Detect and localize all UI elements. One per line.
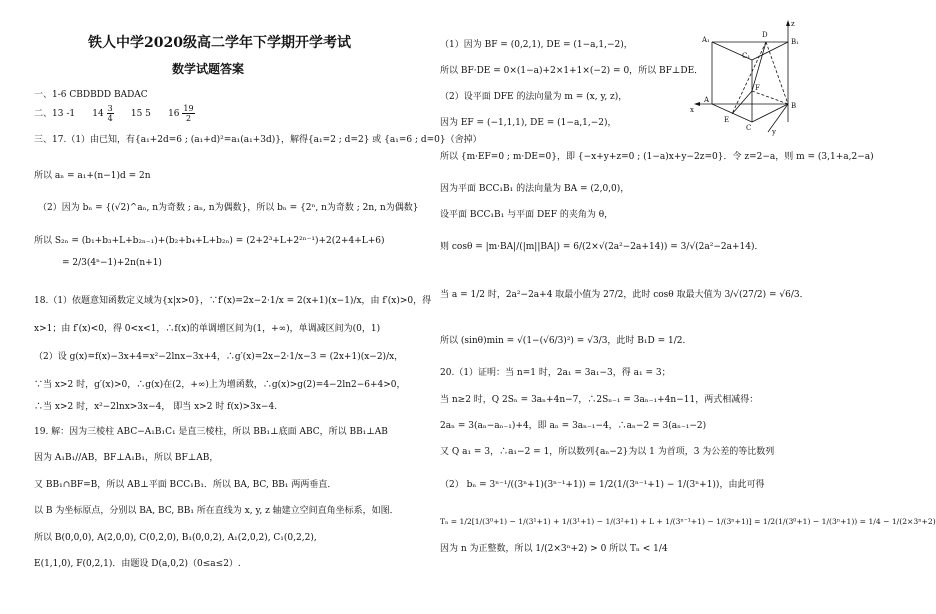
label-e: E [724, 116, 730, 124]
q19-p2-cos: 则 cosθ = |m·BA|/(|m||BA|) = 6/(2×√(2a²−2a+14)) = 3/√(2a²−2a+14)． [440, 242, 764, 252]
q20-tn-sum: Tₙ = 1/2[1/(3⁰+1) − 1/(3¹+1) + 1/(3¹+1) − 1/(3²+1) + L + 1/(3ⁿ⁻¹+1) − 1/(3ⁿ+1)] = 1/2(1/(3⁰+1) − 1/(3ⁿ+1)) = 1/4 − 1/(2×3ⁿ+2) [440, 517, 936, 526]
edge-a-c [712, 104, 752, 122]
exam-title: 铁人中学2020级高二学年下学期开学考试 [88, 35, 351, 51]
fill-blank-line [34, 104, 195, 123]
q19-points-ef: E(1,1,0), F(0,2,1)．由题设 D(a,0,2)（0≤a≤2）. [34, 559, 241, 569]
q19-p2-ba: 因为平面 BCC₁B₁ 的法向量为 BA = (2,0,0)， [440, 184, 630, 194]
fraction-numerator: 3 [107, 104, 113, 113]
q19-p2-vectors: 因为 EF = (−1,1,1), DE = (1−a,1,−2)， [440, 118, 617, 128]
q18-part1: 18.（1）依题意知函数定义域为{x|x>0}，∵f′(x)=2x−2·1/x = 2(x+1)(x−1)/x，由 f′(x)>0，得 [34, 296, 432, 306]
q19-p2-max: 当 a = 1/2 时，2a²−2a+4 取最小值为 27/2，此时 cosθ 取最大值为 3/√(27/2) = √6/3． [440, 290, 809, 300]
blank-15: 15 5 [130, 109, 151, 119]
fraction-denominator: 2 [185, 114, 192, 123]
fraction-denominator: 4 [107, 114, 113, 123]
label-a1: A₁ [702, 36, 710, 44]
q20-subtract: 当 n≥2 时，Q 2Sₙ = 3aₙ+4n−7，∴2Sₙ₋₁ = 3aₙ₋₁+4n−11，两式相减得： [440, 395, 759, 405]
label-d: D [762, 31, 768, 39]
prism-figure [690, 18, 810, 136]
label-y: y [772, 128, 776, 136]
blank-16-label: 16 [168, 109, 180, 119]
blank-16-fraction [182, 104, 194, 123]
q20-recurrence: 2aₙ = 3(aₙ−aₙ₋₁)+4，即 aₙ = 3aₙ₋₁−4，∴aₙ−2 = 3(aₙ₋₁−2) [440, 421, 707, 431]
q18-increasing: ∵当 x>2 时，g′(x)>0，∴g(x)在(2，+∞)上为增函数，∴g(x)>g(2)=4−2ln2−6+4>0， [34, 380, 406, 390]
blank-14-fraction [107, 104, 114, 123]
q18-part2: （2）设 g(x)=f(x)−3x+4=x²−2lnx−3x+4，∴g′(x)=2x−2·1/x−3 = (2x+1)(x−2)/x， [34, 352, 404, 362]
fraction-numerator: 19 [183, 104, 194, 113]
blank-14-label: 14 [92, 109, 104, 119]
q17-part2: （2）因为 bₙ = {(√2)^aₙ, n为奇数 ; aₙ, n为偶数}，所以 bₙ = {2ⁿ, n为奇数 ; 2n, n为偶数} [38, 203, 419, 213]
x-axis-arrow-icon [694, 102, 700, 106]
edge-c1-b1 [752, 42, 788, 60]
answer-choices-line: 一、1-6 CBDBDD BADAC [34, 90, 148, 100]
label-a: A [704, 96, 710, 104]
label-x: x [690, 106, 694, 114]
label-f: F [755, 84, 760, 92]
edge-c-b [752, 104, 788, 122]
q17-part1: 三、17.（1）由已知，有{a₁+2d=6 ; (a₁+d)²=a₁(a₁+3d)}，解得{a₁=2 ; d=2} 或 {a₁=6 ; d=0}（舍掉） [34, 135, 482, 145]
q19-plane: 又 BB₁∩BF=B，所以 AB⊥平面 BCC₁B₁．所以 BA, BC, BB₁ 两两垂直． [34, 480, 337, 490]
exam-subtitle: 数学试题答案 [172, 62, 245, 76]
label-b: B [791, 102, 797, 110]
q18-monotonic: x>1；由 f′(x)<0，得 0<x<1，∴f(x)的单调增区间为(1，+∞)，单调减区间为(0，1) [34, 324, 381, 334]
q19-p2-angle: 设平面 BCC₁B₁ 与平面 DEF 的夹角为 θ， [440, 210, 614, 220]
segment-f-b [752, 91, 788, 104]
q19-p1-dot: 所以 BF·DE = 0×(1−a)+2×1+1×(−2) = 0，所以 BF⊥DE． [440, 66, 704, 76]
q19-p2-sin: 所以 (sinθ)min = √(1−(√6/3)²) = √3/3，此时 B₁D = 1/2． [440, 336, 692, 346]
segment-f-e [732, 91, 752, 114]
q17-an-formula: 所以 aₙ = a₁+(n−1)d = 2n [34, 171, 151, 181]
q20-geometric: 又 Q a₁ = 3，∴a₁−2 = 1，所以数列{aₙ−2}为以 1 为首项，3 为公差的等比数列 [440, 447, 775, 457]
q18-conclusion: ∴当 x>2 时，x²−2lnx>3x−4， 即当 x>2 时 f(x)>3x−4. [34, 402, 278, 412]
z-axis-arrow-icon [786, 20, 790, 26]
q17-sum: 所以 S₂ₙ = (b₁+b₃+L+b₂ₙ₋₁)+(b₂+b₄+L+b₂ₙ) = (2+2³+L+2²ⁿ⁻¹)+2(2+4+L+6) [34, 236, 385, 246]
q19-p2-system: 所以 {m·EF=0 ; m·DE=0}，即 {−x+y+z=0 ; (1−a)x+y−2z=0}．令 z=2−a，则 m = (3,1+a,2−a) [440, 152, 874, 162]
q17-sum-result: = 2/3(4ⁿ−1)+2n(n+1) [62, 258, 162, 268]
label-c: C [746, 124, 752, 132]
q19-coord-system: 以 B 为坐标原点，分别以 BA, BC, BB₁ 所在直线为 x, y, z 轴建立空间直角坐标系，如图． [34, 506, 399, 516]
q19-perp: 因为 A₁B₁//AB，BF⊥A₁B₁，所以 BF⊥AB， [34, 453, 219, 463]
label-c1: C₁ [742, 52, 751, 60]
q19-p2-normal: （2）设平面 DFE 的法向量为 m = (x, y, z)， [440, 92, 628, 102]
y-axis [768, 104, 788, 132]
q19-p1-vectors: （1）因为 BF = (0,2,1), DE = (1−a,1,−2)， [440, 40, 633, 50]
q19-points: 所以 B(0,0,0), A(2,0,0), C(0,2,0), B₁(0,0,2), A₁(2,0,2), C₁(0,2,2), [34, 533, 317, 543]
q20-part1: 20.（1）证明：当 n=1 时，2a₁ = 3a₁−3，得 a₁ = 3； [440, 368, 671, 378]
q19-intro: 19. 解：因为三棱柱 ABC−A₁B₁C₁ 是直三棱柱，所以 BB₁⊥底面 ABC，所以 BB₁⊥AB [34, 427, 388, 437]
q20-conclusion: 因为 n 为正整数，所以 1/(2×3ⁿ+2) > 0 所以 Tₙ < 1/4 [440, 544, 668, 554]
label-b1: B₁ [791, 38, 799, 46]
q20-part2-bn: （2） bₙ = 3ⁿ⁻¹/((3ⁿ+1)(3ⁿ⁻¹+1)) = 1/2(1/(3ⁿ⁻¹+1) − 1/(3ⁿ+1))，由此可得 [440, 480, 765, 490]
blank-13: 二、13 -1 [34, 109, 76, 119]
label-z: z [791, 20, 795, 28]
